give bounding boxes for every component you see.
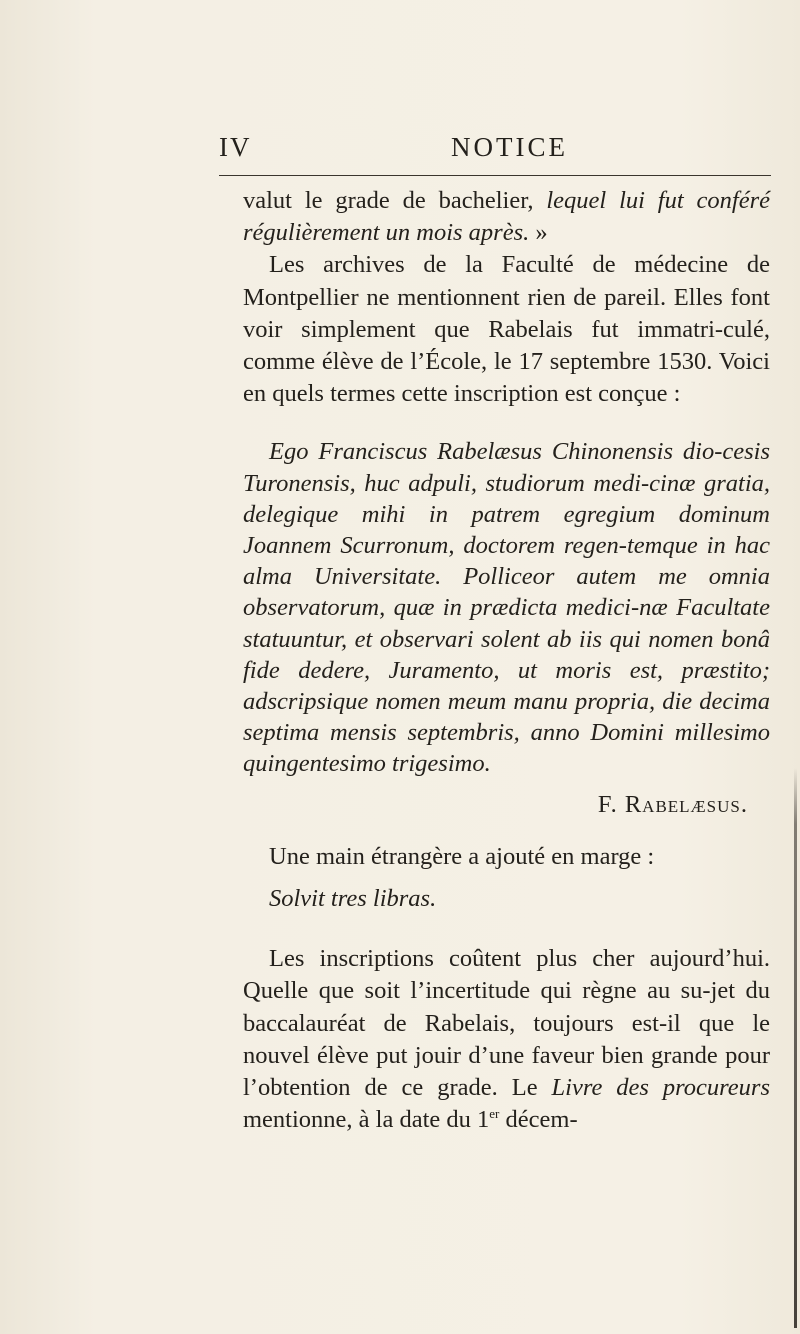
signature: F. Rabelæsus.: [597, 790, 748, 818]
paragraph-archives: Les archives de la Faculté de médecine de Montpellier ne mentionnent rien de pareil. Elles font voir simplement que Rabelais fut immatri-culé, comme élève de l’École, le 17 septembre 1530. Voici en quels termes cette inscription est conçue :: [243, 251, 770, 408]
paragraph-continuation-roman: valut le grade de bachelier,: [243, 187, 547, 214]
paragraph-inscriptions: [243, 943, 770, 1136]
paragraph-continuation: [243, 185, 770, 249]
ordinal-superscript: er: [489, 1106, 500, 1122]
paragraph-inscriptions-text: Les inscriptions coûtent plus cher aujourd’hui. Quelle que soit l’incertitude qui règne au su-jet du baccalauréat de Rabelais, toujours est-il que le nouvel élève put jouir d’une faveur bien grande pour l’obtention de ce grade. Le: [243, 945, 770, 1102]
paragraph-continuation-italic: lequel lui fut conféré régulièrement un mois après.: [243, 187, 770, 247]
closing-quote: »: [529, 219, 548, 247]
running-title: NOTICE: [451, 132, 568, 162]
latin-inscription: Ego Franciscus Rabelæsus Chinonensis dio-cesis Turonensis, huc adpuli, studiorum medi-cinæ gratia, delegique mihi in patrem egregium dominum Joannem Scurronum, doctorem regen-temque in hac alma Universitate. Polliceor autem me omnia observatorum, quæ in prædicta medici-næ Facultate statuuntur, et observari solent ab iis qui nomen bonâ fide dedere, Juramento, ut moris est, præstito; adscripsique nomen meum manu propria, die decima septima mensis septembris, anno Domini millesimo quingentesimo trigesimo.: [243, 438, 770, 778]
margin-note: Solvit tres libras.: [269, 885, 437, 913]
page-number: IV: [219, 132, 252, 162]
header-rule: [219, 175, 771, 176]
margin-note-intro: Une main étrangère a ajouté en marge :: [269, 842, 655, 870]
body-text: [243, 185, 770, 1136]
paragraph-inscriptions-end: décem-: [499, 1106, 578, 1134]
book-title-reference: Livre des procureurs: [551, 1074, 770, 1102]
page-edge-shadow: [794, 768, 797, 1328]
paragraph-inscriptions-text-2: mentionne, à la date du 1: [243, 1106, 490, 1134]
